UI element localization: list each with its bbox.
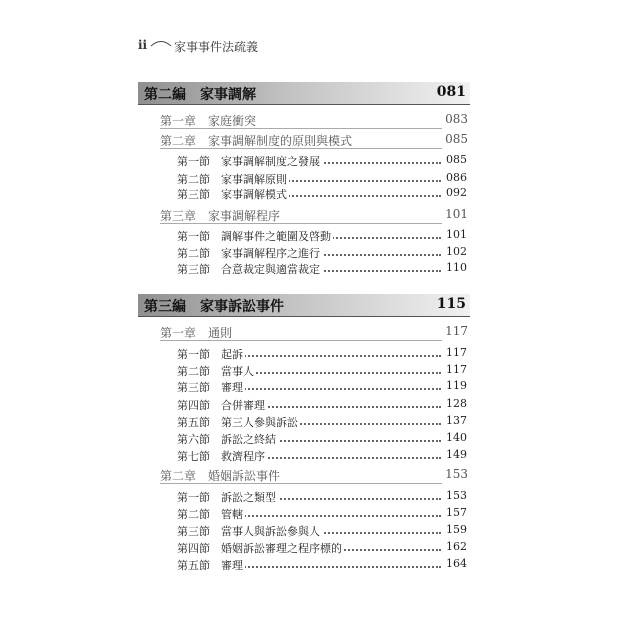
section-number: 第五節: [177, 559, 210, 572]
section-page: 117: [446, 363, 467, 376]
section-title: 管轄: [221, 508, 243, 521]
section-entry: [177, 413, 467, 429]
section-page: 092: [446, 186, 467, 199]
section-title: 家事調解程序之進行: [221, 247, 320, 260]
section-entry: [177, 396, 467, 412]
section-entry: [177, 260, 467, 276]
section-number: 第一節: [177, 230, 210, 243]
section-title: 當事人: [221, 365, 254, 378]
section-entry: [177, 185, 467, 201]
section-title: 當事人與訴訟參與人: [221, 525, 320, 538]
part-title: 第二編 家事調解: [144, 87, 256, 103]
section-entry: [177, 505, 467, 521]
section-entry: [177, 539, 467, 555]
section-number: 第六節: [177, 433, 210, 446]
section-number: 第一節: [177, 155, 210, 168]
dot-leader: [221, 515, 441, 517]
section-entry: [177, 362, 467, 378]
section-page: 086: [446, 171, 467, 184]
section-page: 162: [446, 540, 467, 553]
section-page: 140: [446, 431, 467, 444]
section-title: 合併審理: [221, 399, 265, 412]
chapter-entry: [160, 467, 468, 483]
section-page: 101: [446, 228, 467, 241]
section-page: 085: [446, 153, 467, 166]
chapter-page: 101: [445, 207, 468, 221]
section-entry: [177, 227, 467, 243]
section-page: 159: [446, 523, 467, 536]
section-entry: [177, 522, 467, 538]
section-number: 第二節: [177, 247, 210, 260]
chapter-label: 第一章 通則: [160, 326, 233, 340]
chapter-label: 第一章 家庭衝突: [160, 114, 257, 128]
section-title: 救濟程序: [221, 450, 265, 463]
chapter-rule: [160, 128, 442, 129]
header-ornament-icon: [150, 36, 172, 48]
section-page: 128: [446, 397, 467, 410]
section-entry: [177, 345, 467, 361]
section-page: 164: [446, 557, 467, 570]
part-title: 第三編 家事訴訟事件: [144, 299, 284, 315]
chapter-rule: [160, 148, 442, 149]
book-title: 家事事件法疏義: [174, 40, 259, 54]
chapter-page: 085: [445, 132, 468, 146]
section-title: 訴訟之終結: [221, 433, 276, 446]
section-page: 157: [446, 506, 467, 519]
chapter-rule: [160, 223, 442, 224]
section-page: 119: [446, 379, 467, 392]
section-number: 第一節: [177, 491, 210, 504]
section-entry: [177, 556, 467, 572]
section-title: 合意裁定與適當裁定: [221, 263, 320, 276]
section-title: 家事調解制度之發展: [221, 155, 320, 168]
section-page: 137: [446, 414, 467, 427]
section-number: 第二節: [177, 365, 210, 378]
section-entry: [177, 488, 467, 504]
chapter-entry: [160, 112, 468, 128]
section-number: 第三節: [177, 188, 210, 201]
section-entry: [177, 447, 467, 463]
section-number: 第三節: [177, 525, 210, 538]
section-entry: [177, 430, 467, 446]
chapter-entry: [160, 207, 468, 223]
section-number: 第四節: [177, 542, 210, 555]
chapter-page: 117: [445, 324, 468, 338]
section-number: 第二節: [177, 508, 210, 521]
section-title: 婚姻訴訟審理之程序標的: [221, 542, 342, 555]
section-title: 審理: [221, 559, 243, 572]
section-number: 第二節: [177, 173, 210, 186]
part-page: 115: [436, 296, 466, 312]
section-number: 第五節: [177, 416, 210, 429]
part-heading: [138, 294, 470, 317]
chapter-rule: [160, 483, 442, 484]
chapter-label: 第二章 家事調解制度的原則與模式: [160, 134, 353, 148]
section-number: 第三節: [177, 263, 210, 276]
dot-leader: [221, 355, 441, 357]
section-page: 149: [446, 448, 467, 461]
section-entry: [177, 244, 467, 260]
section-page: 153: [446, 489, 467, 502]
chapter-rule: [160, 340, 442, 341]
section-entry: [177, 152, 467, 168]
part-heading: [138, 82, 470, 105]
section-number: 第四節: [177, 399, 210, 412]
section-title: 起訴: [221, 348, 243, 361]
chapter-entry: [160, 324, 468, 340]
part-page: 081: [436, 84, 466, 100]
page-number: ii: [138, 38, 148, 52]
section-title: 家事調解模式: [221, 188, 287, 201]
chapter-page: 153: [445, 467, 468, 481]
chapter-label: 第二章 婚姻訴訟事件: [160, 469, 281, 483]
section-entry: [177, 378, 467, 394]
section-page: 117: [446, 346, 467, 359]
dot-leader: [221, 388, 441, 390]
section-title: 訴訟之類型: [221, 491, 276, 504]
section-entry: [177, 170, 467, 186]
section-title: 第三人參與訴訟: [221, 416, 298, 429]
section-page: 110: [446, 261, 467, 274]
section-number: 第一節: [177, 348, 210, 361]
section-title: 調解事件之範圍及啓動: [221, 230, 331, 243]
section-title: 審理: [221, 381, 243, 394]
dot-leader: [221, 566, 441, 568]
chapter-label: 第三章 家事調解程序: [160, 209, 281, 223]
chapter-page: 083: [445, 112, 468, 126]
section-number: 第三節: [177, 381, 210, 394]
section-page: 102: [446, 245, 467, 258]
chapter-entry: [160, 132, 468, 148]
section-number: 第七節: [177, 450, 210, 463]
section-title: 家事調解原則: [221, 173, 287, 186]
